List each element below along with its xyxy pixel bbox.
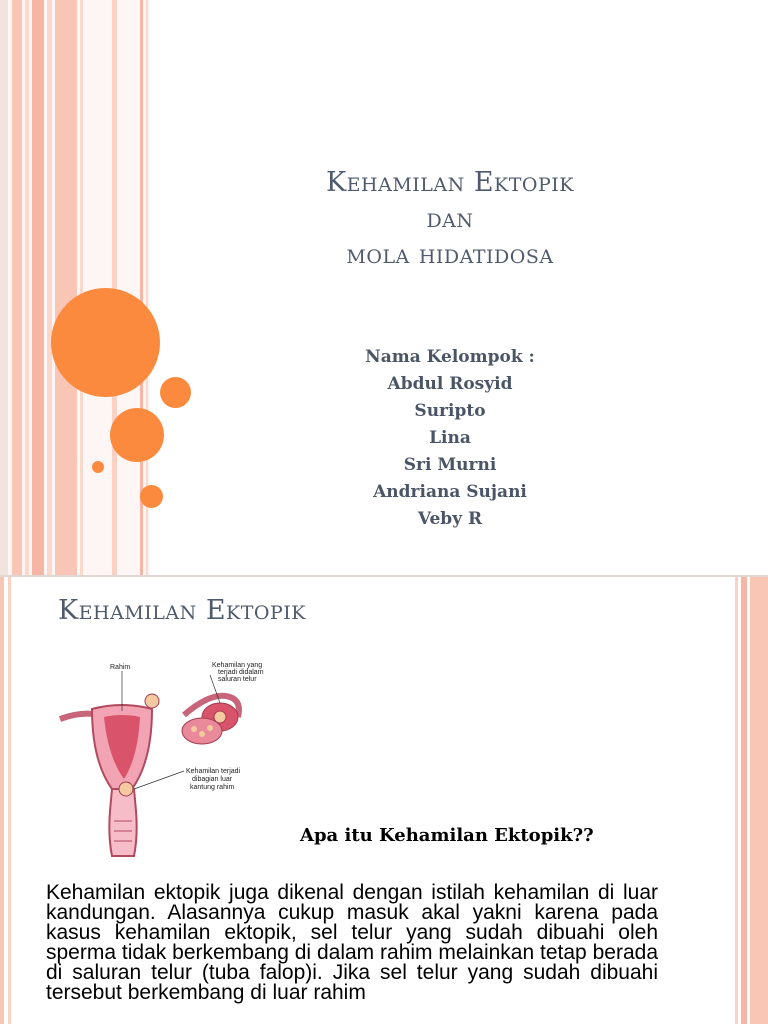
section-question: Apa itu Kehamilan Ektopik?? xyxy=(300,825,594,846)
content-slide xyxy=(0,577,768,1024)
diagram-label-rahim: Rahim xyxy=(110,664,131,671)
member-name: Andriana Sujani xyxy=(373,482,527,502)
title-line-3: mola hidatidosa xyxy=(346,239,554,270)
decor-stripe xyxy=(0,0,8,575)
diagram-label-outside: kantung rahim xyxy=(190,784,235,791)
decor-stripe xyxy=(8,577,11,1024)
diagram-label-outside: dibagian luar xyxy=(192,776,233,783)
diagram-label-tube: terjadi didalam xyxy=(218,669,264,676)
body-paragraph: Kehamilan ektopik juga dikenal dengan istilah kehamilan di luar kandungan. Alasannya cukup masuk akal yakni karena pada kasus kehamilan ektopik, sel telur yang sudah dibuahi oleh sperma tidak berkembang di dalam rahim melainkan tetap berada di saluran telur (tuba falop)i. Jika sel telur yang sudah dibuahi tersebut berkembang di luar rahim xyxy=(46,881,658,1004)
group-members xyxy=(150,344,750,533)
member-name: Veby R xyxy=(417,509,483,529)
decor-stripe xyxy=(0,577,4,1024)
decor-circle xyxy=(92,461,104,473)
decor-stripe xyxy=(750,577,768,1024)
slide-title: Kehamilan Ektopik xyxy=(58,595,306,626)
member-name: Sri Murni xyxy=(403,455,497,475)
title-line-1: Kehamilan Ektopik xyxy=(326,167,574,198)
member-name: Abdul Rosyid xyxy=(387,374,513,394)
decor-stripe xyxy=(25,0,29,575)
diagram-label-tube: saluran telur xyxy=(218,676,257,683)
decor-stripe xyxy=(741,577,747,1024)
decor-stripe xyxy=(47,0,52,575)
decor-stripe xyxy=(80,0,83,575)
diagram-label-outside: Kehamilan terjadi xyxy=(186,768,241,775)
member-name: Lina xyxy=(429,428,471,448)
title-line-2: dan xyxy=(426,203,474,234)
decor-stripe xyxy=(55,0,77,575)
diagram-label-tube: Kehamilan yang xyxy=(212,662,263,669)
decor-circle-large xyxy=(51,288,160,397)
decor-stripe xyxy=(735,577,738,1024)
decor-stripe xyxy=(12,0,22,575)
member-name: Suripto xyxy=(414,401,486,421)
uterus-diagram-icon xyxy=(52,661,292,861)
decor-stripe xyxy=(32,0,44,575)
members-label: Nama Kelompok : xyxy=(365,347,535,367)
presentation-title xyxy=(150,165,750,273)
